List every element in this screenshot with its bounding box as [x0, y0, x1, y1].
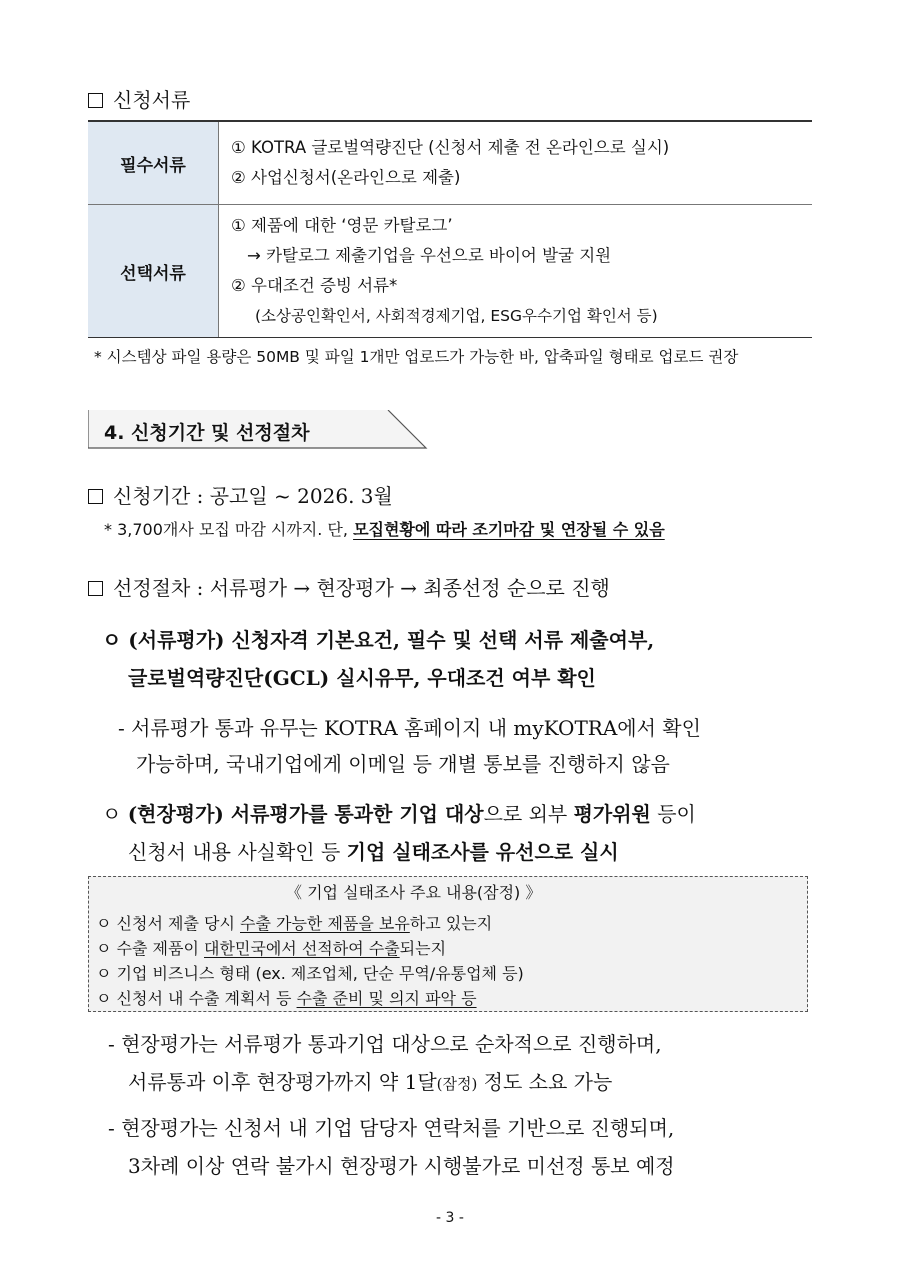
checkbox-square-icon: [88, 93, 103, 108]
site-eval-detail-line: - 현장평가는 서류평가 통과기업 대상으로 순차적으로 진행하며,: [108, 1032, 662, 1056]
site-eval-detail-text: 정도 소요 가능: [477, 1070, 613, 1094]
inspection-text: ㅇ 신청서 내 수출 계획서 등: [96, 989, 297, 1008]
optional-docs-cell: [219, 205, 813, 338]
site-eval-text: 신청서 내용 사실확인 등: [128, 840, 347, 864]
site-eval-line: [128, 836, 619, 865]
selection-heading: [88, 572, 610, 601]
required-docs-cell: [219, 121, 813, 205]
selection-heading-text: 선정절차 : 서류평가 → 현장평가 → 최종선정 순으로 진행: [113, 576, 610, 600]
inspection-item: [96, 986, 477, 1009]
inspection-text: 되는지: [399, 939, 447, 958]
site-eval-bold: (현장평가) 서류평가를 통과한 기업 대상: [127, 802, 484, 826]
docs-heading-text: 신청서류: [113, 88, 191, 112]
site-eval-text: 등이: [650, 802, 696, 826]
doc-eval-line: 글로벌역량진단(GCL) 실시유무, 우대조건 여부 확인: [128, 666, 596, 690]
table-row: [88, 121, 812, 205]
site-eval-bold: 평가위원: [573, 802, 651, 826]
site-eval-line: [102, 798, 696, 827]
inspection-text: ㅇ 수출 제품이: [96, 939, 204, 958]
section-title: 4. 신청기간 및 선정절차: [104, 422, 310, 444]
doc-eval-line: ㅇ (서류평가) 신청자격 기본요건, 필수 및 선택 서류 제출여부,: [102, 628, 655, 652]
page-number: - 3 -: [436, 1210, 464, 1226]
inspection-underline: 수출 준비 및 의지 파악 등: [296, 989, 477, 1008]
inspection-text: ㅇ 신청서 제출 당시: [96, 914, 240, 933]
site-eval-detail-line: [128, 1066, 612, 1095]
optional-doc-subitem: (소상공인확인서, 사회적경제기업, ESG우수기업 확인서 등): [255, 307, 658, 325]
inspection-title: 《 기업 실태조사 주요 내용(잠정) 》: [286, 883, 542, 902]
period-note-emphasis: 모집현황에 따라 조기마감 및 연장될 수 있음: [353, 520, 665, 539]
site-eval-detail-line: - 현장평가는 신청서 내 기업 담당자 연락처를 기반으로 진행되며,: [108, 1116, 675, 1140]
required-docs-label: 필수서류: [88, 121, 219, 205]
required-doc-item: ① KOTRA 글로벌역량진단 (신청서 제출 전 온라인으로 실시): [231, 138, 670, 157]
optional-doc-item: ① 제품에 대한 ‘영문 카탈로그’: [231, 216, 453, 235]
optional-docs-label: 선택서류: [88, 205, 219, 338]
inspection-underline: 수출 가능한 제품을 보유: [240, 914, 410, 933]
bullet-marker: ㅇ: [102, 802, 128, 826]
site-eval-detail-text: 서류통과 이후 현장평가까지 약 1달: [128, 1070, 437, 1094]
site-eval-text: 으로 외부: [483, 802, 574, 826]
optional-doc-subitem: → 카탈로그 제출기업을 우선으로 바이어 발굴 지원: [247, 246, 612, 265]
checkbox-square-icon: [88, 489, 103, 504]
inspection-text: 하고 있는지: [409, 914, 493, 933]
doc-eval-detail-line: 가능하며, 국내기업에게 이메일 등 개별 통보를 진행하지 않음: [136, 752, 670, 776]
documents-table: [88, 120, 812, 338]
optional-doc-item: ② 우대조건 증빙 서류*: [231, 276, 398, 295]
inspection-item: [96, 936, 446, 959]
period-note: [104, 517, 665, 540]
doc-eval-detail-line: - 서류평가 통과 유무는 KOTRA 홈페이지 내 myKOTRA에서 확인: [118, 716, 701, 740]
inspection-item: ㅇ 기업 비즈니스 형태 (ex. 제조업체, 단순 무역/유통업체 등): [96, 964, 524, 983]
docs-section-heading: [88, 84, 190, 113]
period-note-text: * 3,700개사 모집 마감 시까지. 단,: [104, 520, 354, 539]
table-row: [88, 205, 812, 338]
period-heading: [88, 480, 393, 509]
site-eval-bold: 기업 실태조사를 유선으로 실시: [346, 840, 619, 864]
period-heading-text: 신청기간 : 공고일 ~ 2026. 3월: [113, 484, 393, 508]
inspection-underline: 대한민국에서 선적하여 수출: [204, 939, 400, 958]
file-upload-note: * 시스템상 파일 용량은 50MB 및 파일 1개만 업로드가 가능한 바, 압축파일 형태로 업로드 권장: [94, 348, 739, 366]
site-eval-detail-line: 3차례 이상 연락 불가시 현장평가 시행불가로 미선정 통보 예정: [128, 1154, 675, 1178]
inspection-item: [96, 911, 492, 934]
checkbox-square-icon: [88, 581, 103, 596]
required-doc-item: ② 사업신청서(온라인으로 제출): [231, 168, 461, 187]
site-eval-detail-small: (잠정): [436, 1075, 478, 1093]
